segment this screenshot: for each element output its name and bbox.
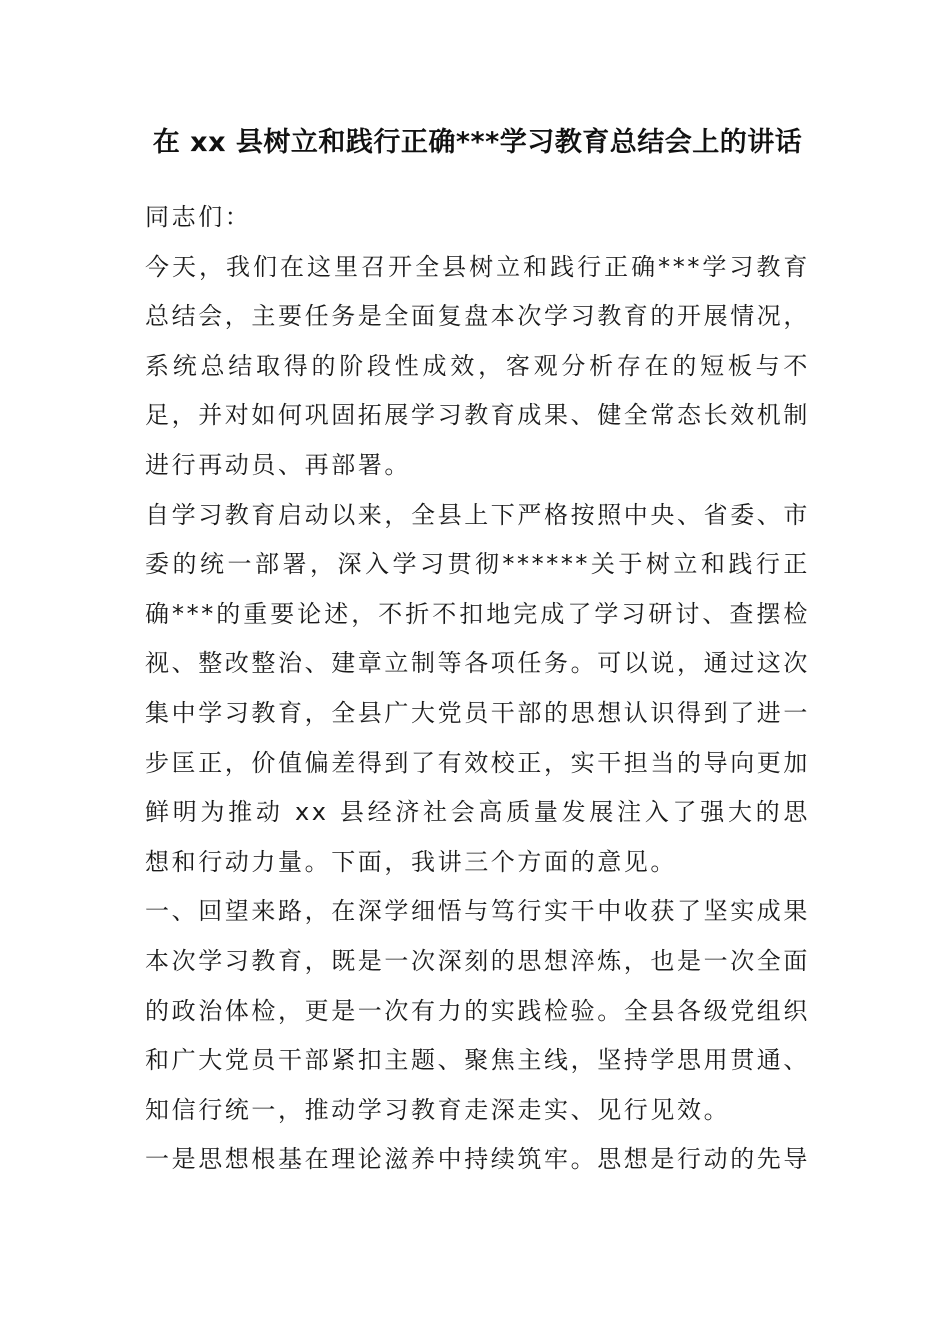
paragraph-section-intro: 本次学习教育，既是一次深刻的思想淬炼，也是一次全面的政治体检，更是一次有力的实践检验。全县各级党组织和广大党员干部紧扣主题、聚焦主线，坚持学思用贯通、知信行统一，推动学习教育走深走实、见行见效。 [145, 946, 810, 1124]
paragraph-point-one: 一是思想根基在理论滋养中持续筑牢。思想是行动的先导 [145, 1145, 810, 1174]
document-title: 在 xx 县树立和践行正确***学习教育总结会上的讲话 [152, 127, 803, 158]
paragraph-opening: 今天，我们在这里召开全县树立和践行正确***学习教育总结会，主要任务是全面复盘本次学习教育的开展情况，系统总结取得的阶段性成效，客观分析存在的短板与不足，并对如何巩固拓展学习教育成果、健全常态长效机制进行再动员、再部署。 [145, 252, 810, 479]
document-body [145, 193, 810, 1185]
paragraph-overview: 自学习教育启动以来，全县上下严格按照中央、省委、市委的统一部署，深入学习贯彻******关于树立和践行正确***的重要论述，不折不扣地完成了学习研讨、查摆检视、整改整治、建章立制等各项任务。可以说，通过这次集中学习教育，全县广大党员干部的思想认识得到了进一步匡正，价值偏差得到了有效校正，实干担当的导向更加鲜明为推动 xx 县经济社会高质量发展注入了强大的思想和行动力量。下面，我讲三个方面的意见。 [145, 500, 810, 876]
salutation: 同志们： [145, 203, 252, 231]
section-heading: 一、回望来路，在深学细悟与笃行实干中收获了坚实成果 [145, 897, 810, 926]
